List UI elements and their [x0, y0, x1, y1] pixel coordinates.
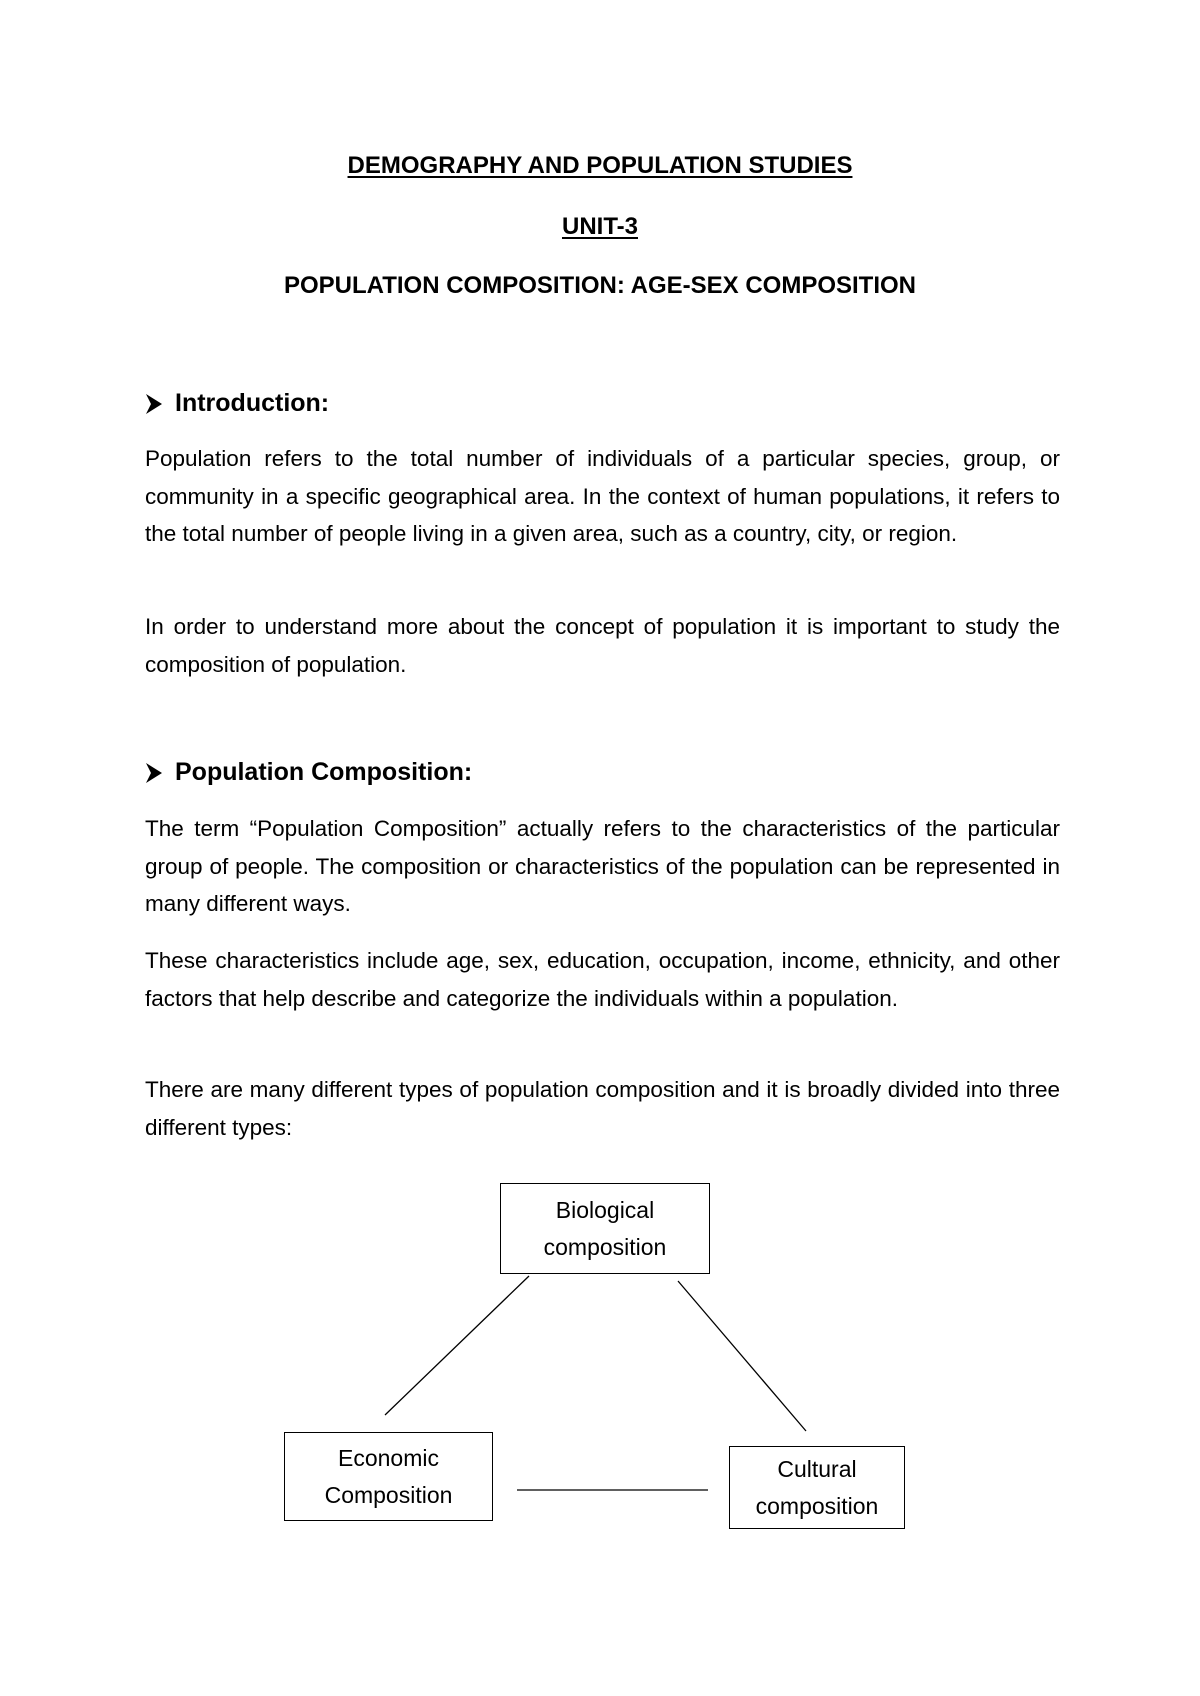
- paragraph: Population refers to the total number of individuals of a particular species, group, or community in a specific geographical area. In the context of human populations, it refers to the total number of people living in a given area, such as a country, city, or region.: [145, 446, 1060, 546]
- document-subtitle: POPULATION COMPOSITION: AGE-SEX COMPOSITION: [283, 272, 917, 299]
- connector-biological-cultural: [678, 1281, 806, 1431]
- connector-biological-economic: [385, 1276, 529, 1415]
- box-label-line: Composition: [324, 1481, 453, 1508]
- economic-composition-box: [284, 1432, 493, 1521]
- box-label-line: Economic: [338, 1444, 439, 1471]
- box-label-line: Cultural: [777, 1455, 857, 1482]
- section-heading-label: Population Composition:: [175, 758, 473, 786]
- section-heading-label: Introduction:: [175, 389, 330, 417]
- document-title: DEMOGRAPHY AND POPULATION STUDIES: [347, 152, 853, 179]
- biological-composition-box: [500, 1183, 710, 1274]
- box-label-line: composition: [543, 1233, 667, 1260]
- box-label-line: Biological: [555, 1196, 655, 1223]
- box-label-line: composition: [755, 1492, 879, 1519]
- paragraph: These characteristics include age, sex, education, occupation, income, ethnicity, and other factors that help describe and categorize the individuals within a population.: [145, 948, 1060, 1011]
- paragraph: The term “Population Composition” actually refers to the characteristics of the particular group of people. The composition or characteristics of the population can be represented in many different ways.: [145, 816, 1060, 916]
- paragraph: In order to understand more about the concept of population it is important to study the composition of population.: [145, 614, 1060, 677]
- paragraph: There are many different types of population composition and it is broadly divided into three different types:: [145, 1077, 1060, 1140]
- cultural-composition-box: [729, 1446, 905, 1529]
- unit-label: UNIT-3: [561, 213, 638, 240]
